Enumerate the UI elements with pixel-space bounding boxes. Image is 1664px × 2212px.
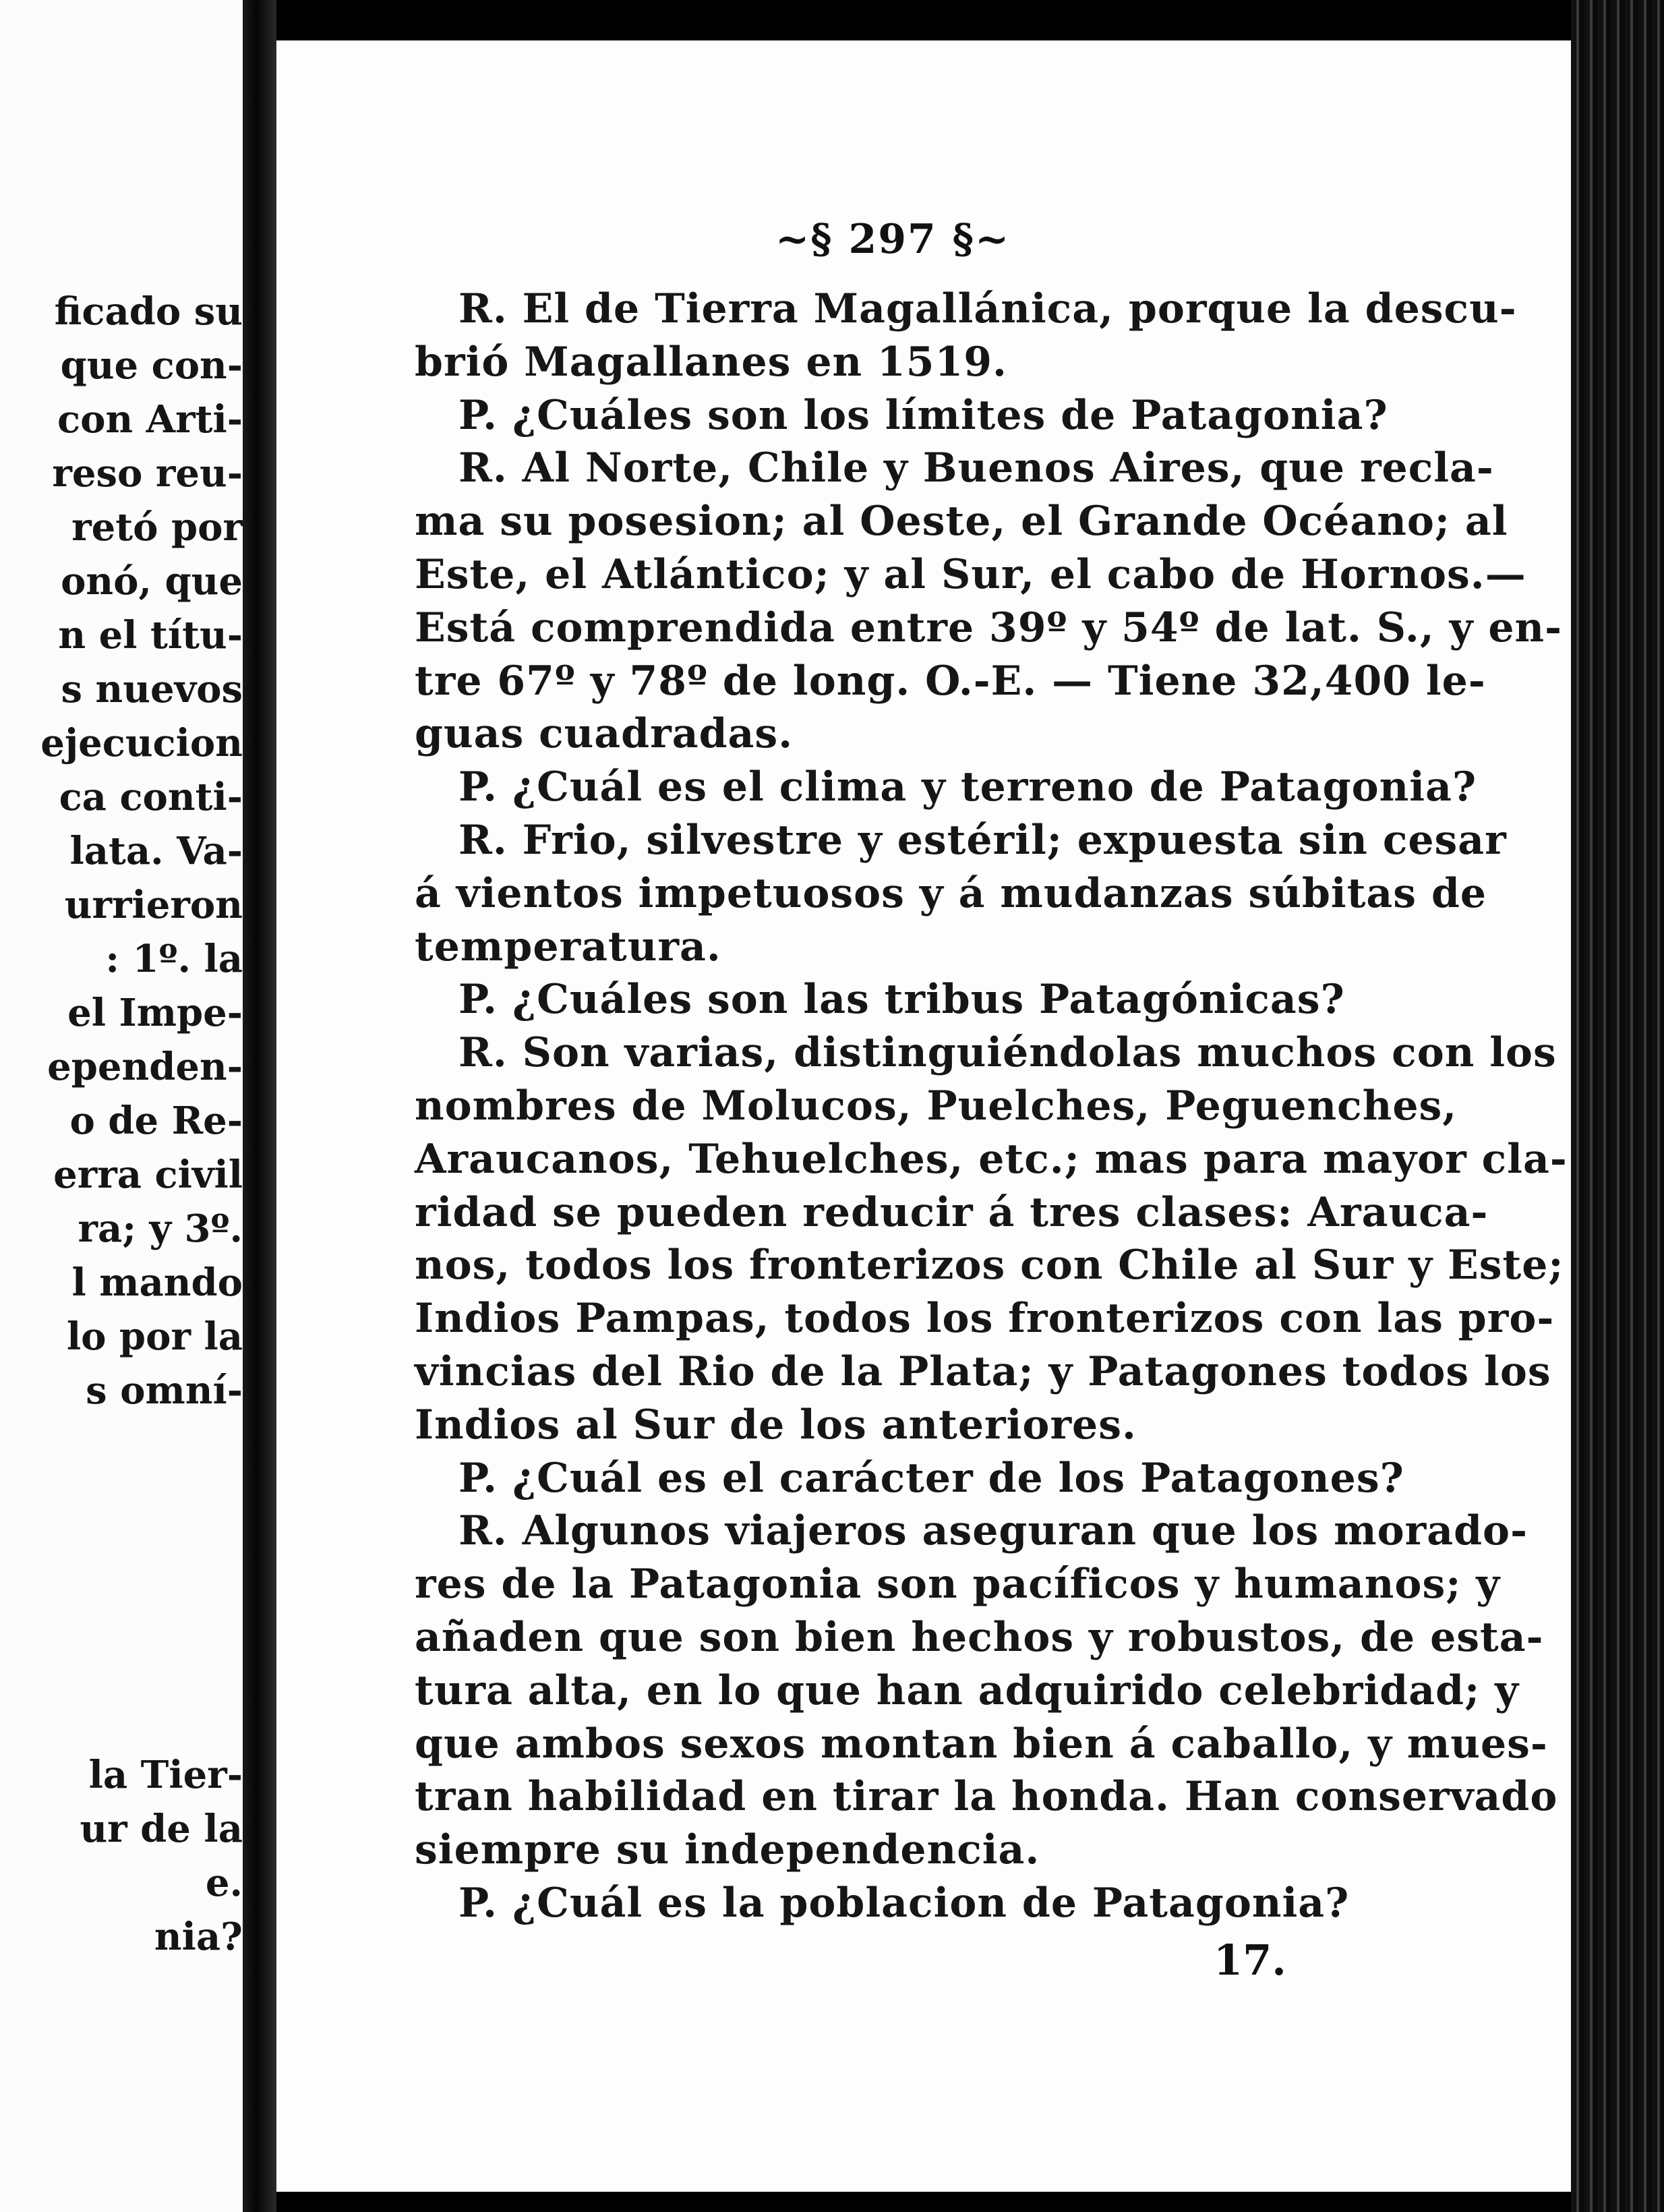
text-line: R. Son varias, distinguiéndolas muchos con los bbox=[458, 1029, 1557, 1076]
text-line: ma su posesion; al Oeste, el Grande Océano; al bbox=[415, 498, 1508, 545]
text-line: tre 67º y 78º de long. O.-E. — Tiene 32,400 le- bbox=[415, 658, 1486, 705]
left-page-line: retó por bbox=[71, 505, 243, 550]
book-gutter bbox=[243, 0, 276, 2212]
text-line: R. El de Tierra Magallánica, porque la descu- bbox=[458, 285, 1517, 332]
left-page-line: e. bbox=[205, 1861, 243, 1905]
previous-page-fragment bbox=[0, 0, 243, 2212]
left-page-line: onó, que bbox=[61, 559, 243, 604]
left-page-line: urrieron bbox=[64, 883, 243, 927]
text-line: á vientos impetuosos y á mudanzas súbitas de bbox=[415, 870, 1487, 917]
left-page-line: s nuevos bbox=[61, 667, 243, 711]
text-line: siempre su independencia. bbox=[415, 1826, 1040, 1873]
text-line: brió Magallanes en 1519. bbox=[415, 339, 1007, 386]
left-page-line: lo por la bbox=[66, 1314, 243, 1359]
left-page-line: ficado su bbox=[54, 289, 243, 334]
text-line: Está comprendida entre 39º y 54º de lat. S., y en- bbox=[415, 604, 1563, 651]
left-page-line: que con- bbox=[60, 343, 243, 388]
text-line: nos, todos los fronterizos con Chile al Sur y Este; bbox=[415, 1242, 1564, 1289]
text-line: res de la Patagonia son pacíficos y humanos; y bbox=[415, 1561, 1501, 1608]
left-page-line: ra; y 3º. bbox=[78, 1206, 243, 1251]
left-page-line: ca conti- bbox=[59, 775, 243, 819]
text-line: Indios Pampas, todos los fronterizos con las pro- bbox=[415, 1295, 1555, 1342]
text-line: R. Frio, silvestre y estéril; expuesta sin cesar bbox=[458, 817, 1507, 864]
text-line: P. ¿Cuál es la poblacion de Patagonia? bbox=[458, 1880, 1350, 1927]
page-header: ~§ 297 §~ bbox=[775, 216, 1011, 263]
left-page-line: s omní- bbox=[86, 1368, 243, 1413]
text-line: que ambos sexos montan bien á caballo, y mues- bbox=[415, 1720, 1548, 1768]
left-page-line: ur de la bbox=[80, 1807, 243, 1851]
text-line: ridad se pueden reducir á tres clases: Arauca- bbox=[415, 1189, 1489, 1236]
text-line: nombres de Molucos, Puelches, Peguenches, bbox=[415, 1082, 1458, 1130]
text-line: temperatura. bbox=[415, 923, 721, 970]
left-page-line: ependen- bbox=[47, 1045, 243, 1089]
text-line: P. ¿Cuáles son las tribus Patagónicas? bbox=[458, 976, 1345, 1023]
text-line: añaden que son bien hechos y robustos, de esta- bbox=[415, 1614, 1544, 1661]
left-page-line: ejecucion bbox=[40, 721, 243, 765]
text-line: Este, el Atlántico; y al Sur, el cabo de Hornos.— bbox=[415, 551, 1526, 598]
left-page-line: el Impe- bbox=[67, 991, 243, 1035]
text-line: R. Algunos viajeros aseguran que los morado- bbox=[458, 1507, 1528, 1554]
left-page-line: o de Re- bbox=[69, 1099, 243, 1143]
text-line: R. Al Norte, Chile y Buenos Aires, que recla- bbox=[458, 444, 1494, 492]
text-line: P. ¿Cuál es el clima y terreno de Patagonia? bbox=[458, 763, 1477, 811]
text-line: Indios al Sur de los anteriores. bbox=[415, 1401, 1137, 1449]
signature-mark: 17. bbox=[1214, 1936, 1286, 1985]
left-page-line: nia? bbox=[154, 1915, 243, 1959]
text-line: tura alta, en lo que han adquirido celebridad; y bbox=[415, 1667, 1519, 1714]
text-line: Araucanos, Tehuelches, etc.; mas para mayor cla- bbox=[415, 1136, 1568, 1183]
left-page-line: con Arti- bbox=[57, 397, 243, 442]
left-page-line: erra civil bbox=[53, 1153, 243, 1197]
left-page-line: : 1º. la bbox=[105, 937, 243, 981]
text-line: vincias del Rio de la Plata; y Patagones todos los bbox=[415, 1348, 1551, 1395]
left-page-line: la Tier- bbox=[88, 1753, 243, 1797]
text-line: P. ¿Cuáles son los límites de Patagonia? bbox=[458, 392, 1388, 439]
left-page-line: l mando bbox=[71, 1260, 243, 1305]
text-line: tran habilidad en tirar la honda. Han conservado bbox=[415, 1773, 1558, 1820]
text-line: P. ¿Cuál es el carácter de los Patagones? bbox=[458, 1455, 1404, 1502]
left-page-line: reso reu- bbox=[52, 451, 243, 496]
left-page-line: lata. Va- bbox=[69, 829, 243, 873]
page-edges bbox=[1571, 0, 1664, 2212]
text-line: guas cuadradas. bbox=[415, 710, 794, 757]
left-page-line: n el títu- bbox=[58, 613, 243, 658]
